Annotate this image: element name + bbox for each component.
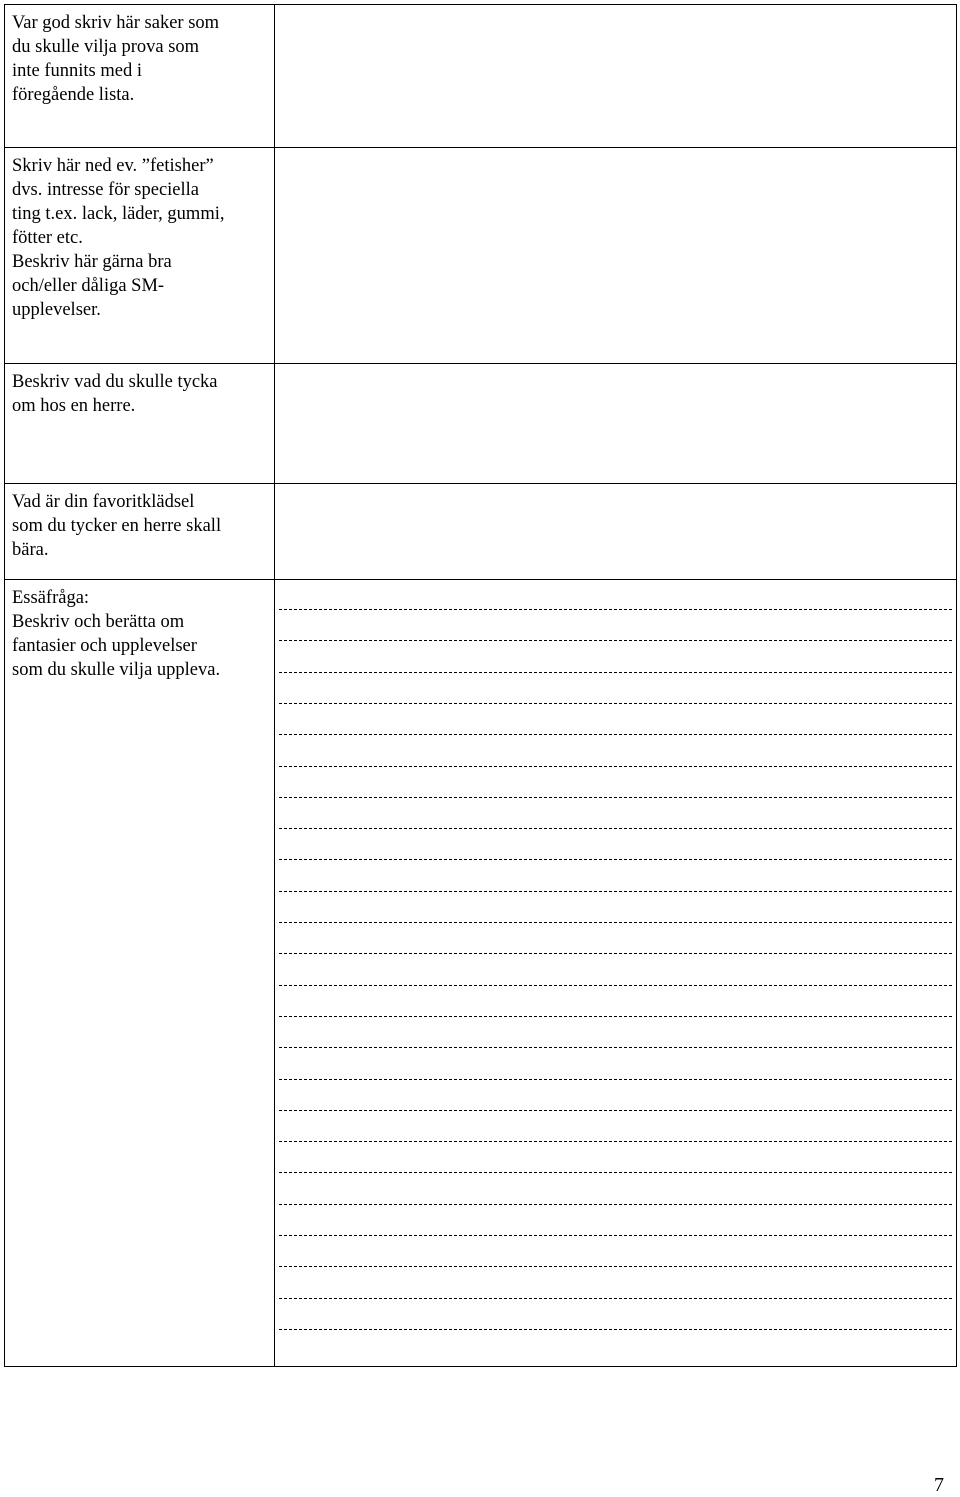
writing-line <box>279 828 952 829</box>
writing-line <box>279 1172 952 1173</box>
writing-line <box>279 953 952 954</box>
writing-line <box>279 797 952 798</box>
question-cell-3 <box>5 364 275 484</box>
essay-answer-field[interactable] <box>275 580 957 1367</box>
question-text-line: fantasier och upplevelser <box>12 636 197 656</box>
page-number: 7 <box>934 1474 944 1496</box>
answer-field-1[interactable] <box>275 5 957 148</box>
question-text-line: Beskriv vad du skulle tycka <box>12 372 218 392</box>
question-row-4 <box>5 484 957 580</box>
question-text-line: föregående lista. <box>12 85 135 105</box>
writing-line <box>279 1204 952 1205</box>
writing-line <box>279 891 952 892</box>
writing-line <box>279 922 952 923</box>
question-text-line: som du skulle vilja uppleva. <box>12 660 221 680</box>
question-text-line: Beskriv och berätta om <box>12 612 185 632</box>
writing-line <box>279 1110 952 1111</box>
writing-line <box>279 640 952 641</box>
question-text-line: fötter etc. <box>12 228 83 248</box>
question-text-line: Vad är din favoritklädsel <box>12 492 195 512</box>
writing-line <box>279 859 952 860</box>
question-text-line: ting t.ex. lack, läder, gummi, <box>12 204 225 224</box>
answer-field-3[interactable] <box>275 364 957 484</box>
writing-line <box>279 703 952 704</box>
writing-line <box>279 1079 952 1080</box>
question-text-line: Beskriv här gärna bra <box>12 252 172 272</box>
writing-line <box>279 985 952 986</box>
question-row-1 <box>5 5 957 148</box>
writing-line <box>279 609 952 610</box>
question-cell-4 <box>5 484 275 580</box>
question-text-line: Var god skriv här saker som <box>12 13 220 33</box>
writing-line <box>279 1047 952 1048</box>
question-text-line: och/eller dåliga SM- <box>12 276 165 296</box>
question-row-2 <box>5 148 957 364</box>
question-text-line: bära. <box>12 540 49 560</box>
question-text-line: upplevelser. <box>12 300 101 320</box>
question-cell-2 <box>5 148 275 364</box>
question-text-line: dvs. intresse för speciella <box>12 180 199 200</box>
question-text-line: inte funnits med i <box>12 61 142 81</box>
question-row-3 <box>5 364 957 484</box>
writing-line <box>279 734 952 735</box>
question-text-line: som du tycker en herre skall <box>12 516 222 536</box>
question-cell-5 <box>5 580 275 1367</box>
writing-line <box>279 766 952 767</box>
writing-line <box>279 1235 952 1236</box>
question-row-5 <box>5 580 957 1367</box>
question-text-line: Skriv här ned ev. ”fetisher” <box>12 156 214 176</box>
writing-line <box>279 1016 952 1017</box>
writing-line <box>279 672 952 673</box>
question-text-line: om hos en herre. <box>12 396 136 416</box>
writing-line <box>279 1298 952 1299</box>
question-text-line: du skulle vilja prova som <box>12 37 200 57</box>
questionnaire-table <box>4 4 957 1367</box>
answer-field-2[interactable] <box>275 148 957 364</box>
question-text-line: Essäfråga: <box>12 588 90 608</box>
answer-field-4[interactable] <box>275 484 957 580</box>
writing-line <box>279 1329 952 1330</box>
writing-line <box>279 1141 952 1142</box>
writing-line <box>279 1266 952 1267</box>
question-cell-1 <box>5 5 275 148</box>
